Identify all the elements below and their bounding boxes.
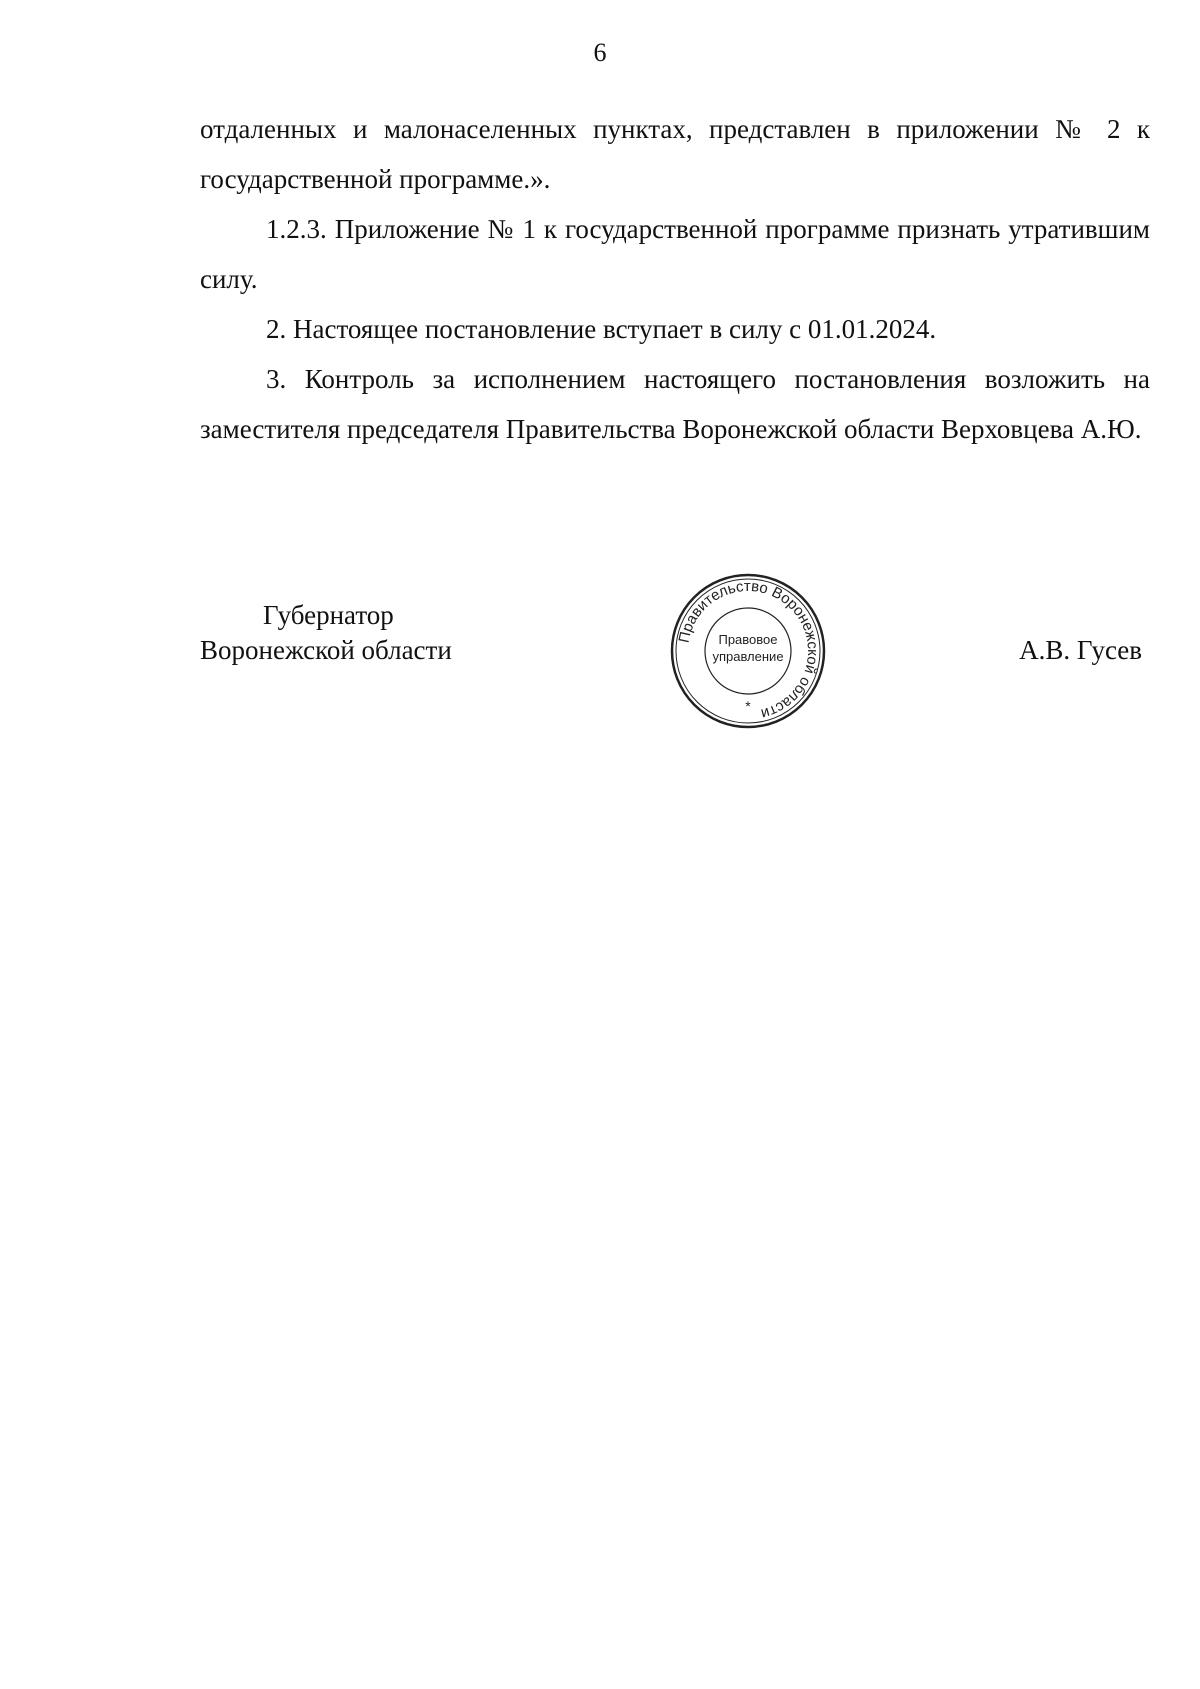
stamp-center-line2: управление: [712, 649, 784, 664]
signature-role: [200, 598, 452, 668]
signature-role-line1: Губернатор: [263, 600, 394, 630]
official-stamp: [668, 571, 828, 731]
stamp-center-line1: Правовое: [718, 632, 778, 647]
paragraph-1-2-3: 1.2.3. Приложение № 1 к государственной программе признать утратившим силу.: [200, 214, 1150, 294]
paragraph-3: 3. Контроль за исполнением настоящего постановления возложить на заместителя председателя Правительства Воронежской области Верховцева А.Ю.: [200, 364, 1150, 444]
paragraph-continuation: отдаленных и малонаселенных пунктах, представлен в приложении № 2 к государственной программе.».: [200, 114, 1150, 194]
stamp-star: *: [745, 698, 751, 714]
document-body: [200, 104, 1150, 454]
stamp-center-text: [668, 631, 828, 665]
signature-role-line2: Воронежской области: [200, 635, 452, 665]
page-number: 6: [593, 38, 607, 67]
paragraph-2: 2. Настоящее постановление вступает в силу с 01.01.2024.: [266, 314, 937, 344]
stamp-ring-text: Правительство Воронежской области: [675, 577, 822, 723]
signer-name: А.В. Гусев: [1019, 635, 1142, 665]
